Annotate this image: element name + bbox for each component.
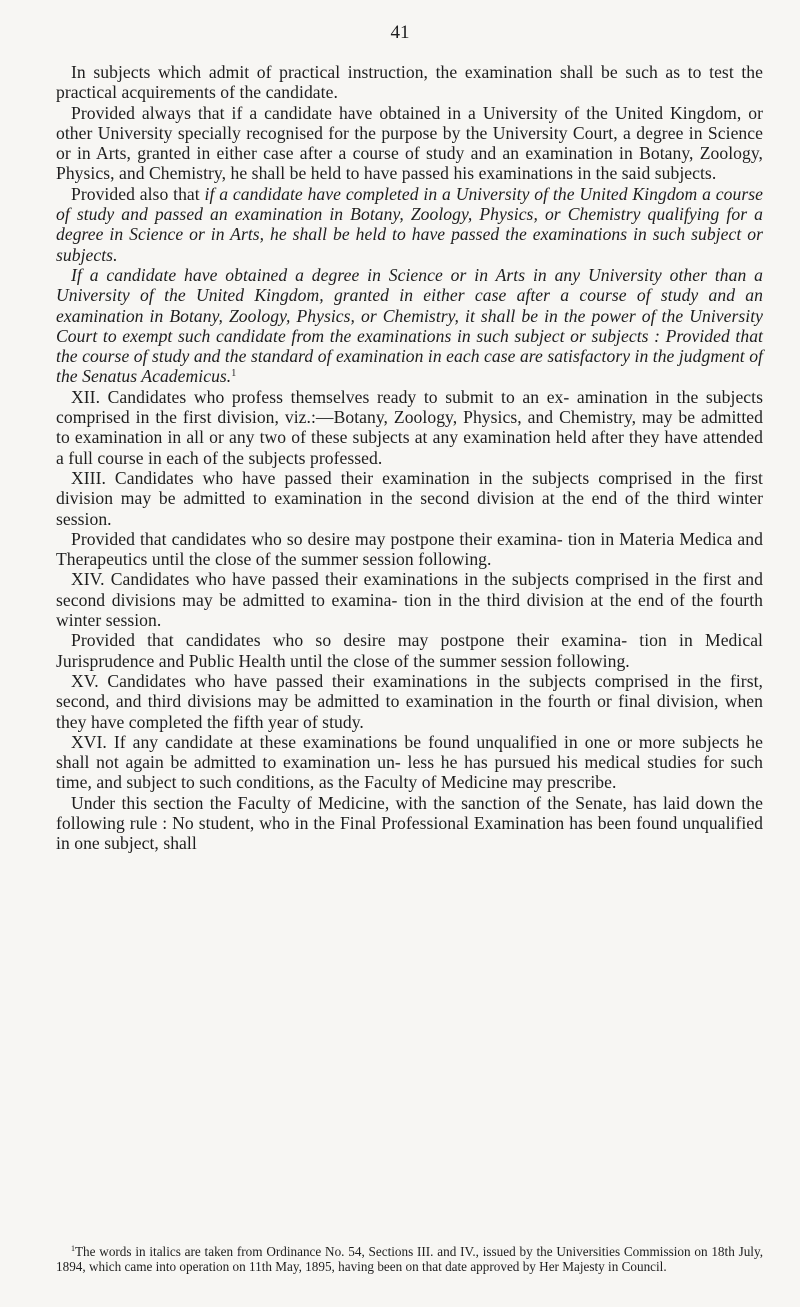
section-xiii: XIII. Candidates who have passed their examination in the subjects comprised in the first division may be admitted to examination in the second division at the end of the third winter session. xyxy=(56,467,763,529)
foreign-degree-text: If a candidate have obtained a degree in Science or in Arts in any University other than a University of the United Kingdom, granted in either case after a course of study and an examination in Botany, Zoology, Physics, or Chemistry, it shall be in the power of the University Court to exempt such candidate from the examinations in such subject or subjects : Provided that the course of study and the standard of examination in each case are satisfactory in the judgment of the Senatus Academicus. xyxy=(56,264,763,387)
footnote-reference: 1 xyxy=(231,368,237,380)
section-xiii-proviso: Provided that candidates who so desire may postpone their examina- tion in Materia Medica and Therapeutics until the close of the summer session following. xyxy=(56,528,763,570)
page-number: 41 xyxy=(390,22,410,43)
section-xii: XII. Candidates who profess themselves ready to submit to an ex- amination in the subjects comprised in the first division, viz.:—Botany, Zoology, Physics, and Chemistry, may be admitted to examination in all or any two of these subjects at any examination held after they have attended a full course in each of the subjects professed. xyxy=(56,386,763,468)
section-xiv-proviso: Provided that candidates who so desire may postpone their examina- tion in Medical Jurisprudence and Public Health until the close of the summer session following. xyxy=(56,630,763,671)
paragraph-proviso-degree: Provided always that if a candidate have obtained in a University of the United Kingdom, or other University specially recognised for the purpose by the University Court, a degree in Science or in Arts, granted in either case after a course of study and an examination in Botany, Zoology, Physics, and Chemistry, he shall be held to have passed his examinations in the said subjects. xyxy=(56,102,763,184)
proviso-italic-text: if a candidate have completed in a University of the United Kingdom a course of study and passed an examination in Botany, Zoology, Physics, or Chemistry qualifying for a degree in Science or in Arts, he shall be held to have passed the examinations in such subject or subjects. xyxy=(56,183,763,265)
footnote-marker: 1 xyxy=(71,1244,75,1253)
paragraph-practical-instruction: In subjects which admit of practical instruction, the examination shall be such as to test the practical acquirements of the candidate. xyxy=(56,62,763,103)
section-xvi: XVI. If any candidate at these examinations be found unqualified in one or more subjects he shall not again be admitted to examination un- less he has pursued his medical studies for such time, and subject to such conditions, as the Faculty of Medicine may prescribe. xyxy=(56,731,763,793)
paragraph-proviso-course xyxy=(56,184,763,265)
body-text xyxy=(56,62,763,854)
footnote-text: The words in italics are taken from Ordinance No. 54, Sections III. and IV., issued by the Universities Commission on 18th July, 1894, which came into operation on 11th May, 1895, having been on that date approved by Her Majesty in Council. xyxy=(56,1244,763,1275)
section-xv: XV. Candidates who have passed their examinations in the subjects comprised in the first, second, and third divisions may be admitted to examination in the fourth or final division, when they have completed the fifth year of study. xyxy=(56,670,763,732)
proviso-lead-text: Provided also that xyxy=(71,183,205,204)
footnote xyxy=(56,1244,763,1274)
paragraph-foreign-degree xyxy=(56,265,763,387)
section-xvi-faculty-rule: Under this section the Faculty of Medicine, with the sanction of the Senate, has laid down the following rule : No student, who in the Final Professional Examination has been found unqualified in one subject, shall xyxy=(56,792,763,854)
section-xiv: XIV. Candidates who have passed their examinations in the subjects comprised in the first and second divisions may be admitted to examina- tion in the third division at the end of the fourth winter session. xyxy=(56,569,763,631)
